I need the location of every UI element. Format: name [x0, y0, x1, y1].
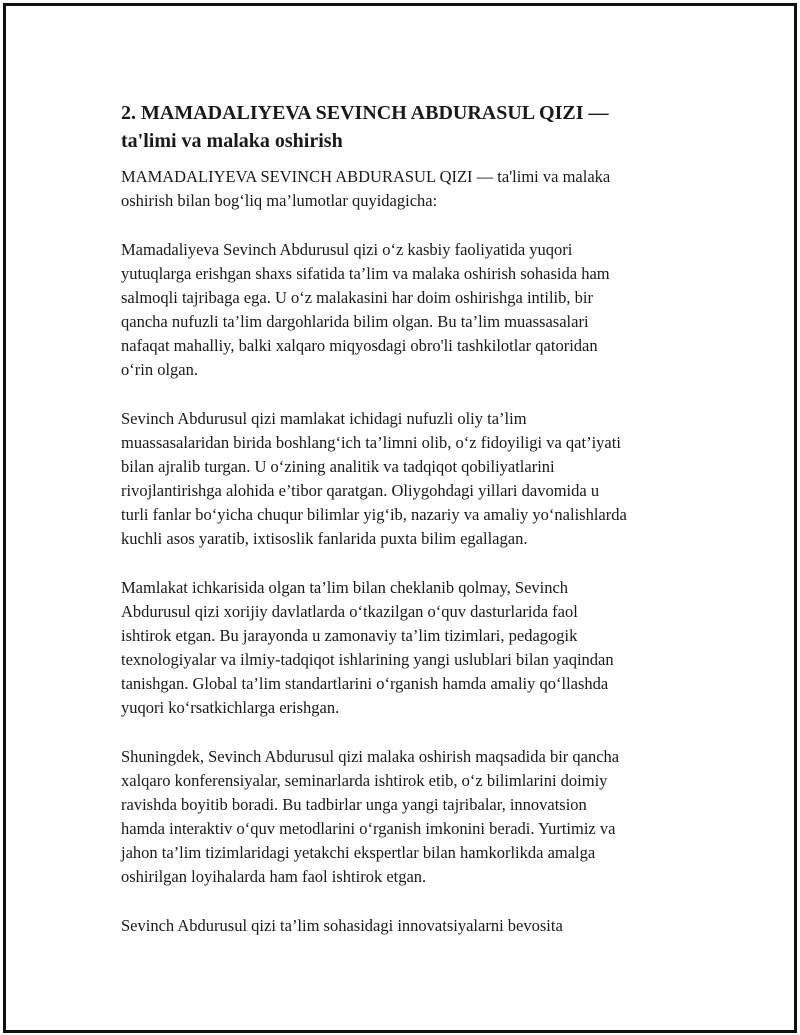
- text-line: texnologiyalar va ilmiy-tadqiqot ishlarining yangi uslublari bilan yaqindan: [121, 650, 614, 669]
- text-line: Shuningdek, Sevinch Abdurusul qizi malaka oshirish maqsadida bir qancha: [121, 747, 620, 766]
- text-line: Sevinch Abdurusul qizi mamlakat ichidagi nufuzli oliy ta’lim: [121, 409, 527, 428]
- text-line: yuqori ko‘rsatkichlarga erishgan.: [121, 698, 340, 717]
- heading-line: 2. MAMADALIYEVA SEVINCH ABDURASUL QIZI —: [121, 102, 609, 124]
- text-line: salmoqli tajribaga ega. U o‘z malakasini har doim oshirishga intilib, bir: [121, 288, 593, 307]
- text-line: bilan ajralib turgan. U o‘zining analitik va tadqiqot qobiliyatlarini: [121, 457, 555, 476]
- text-line: jahon ta’lim tizimlaridagi yetakchi ekspertlar bilan hamkorlikda amalga: [121, 843, 596, 862]
- text-line: oshirilgan loyihalarda ham faol ishtirok etgan.: [121, 867, 427, 886]
- text-line: oshirish bilan bog‘liq ma’lumotlar quyidagicha:: [121, 191, 438, 210]
- page-frame: [3, 3, 797, 1033]
- text-line: Mamlakat ichkarisida olgan ta’lim bilan cheklanib qolmay, Sevinch: [121, 578, 569, 597]
- text-line: yutuqlarga erishgan shaxs sifatida ta’lim va malaka oshirish sohasida ham: [121, 264, 610, 283]
- document-content: [121, 99, 701, 963]
- text-line: Sevinch Abdurusul qizi ta’lim sohasidagi innovatsiyalarni bevosita: [121, 916, 563, 935]
- text-line: Abdurusul qizi xorijiy davlatlarda o‘tkazilgan o‘quv dasturlarida faol: [121, 602, 578, 621]
- paragraph: [121, 914, 701, 938]
- text-line: qancha nufuzli ta’lim dargohlarida bilim olgan. Bu ta’lim muassasalari: [121, 312, 589, 331]
- text-line: ishtirok etgan. Bu jarayonda u zamonaviy ta’lim tizimlari, pedagogik: [121, 626, 578, 645]
- heading-line: ta'limi va malaka oshirish: [121, 130, 343, 152]
- text-line: nafaqat mahalliy, balki xalqaro miqyosdagi obro'li tashkilotlar qatoridan: [121, 336, 598, 355]
- text-line: kuchli asos yaratib, ixtisoslik fanlarida puxta bilim egallagan.: [121, 529, 528, 548]
- text-line: xalqaro konferensiyalar, seminarlarda ishtirok etib, o‘z bilimlarini doimiy: [121, 771, 608, 790]
- intro-paragraph: [121, 165, 701, 213]
- text-line: rivojlantirishga alohida e’tibor qaratgan. Oliygohdagi yillari davomida u: [121, 481, 600, 500]
- text-line: hamda interaktiv o‘quv metodlarini o‘rganish imkonini beradi. Yurtimiz va: [121, 819, 616, 838]
- paragraph: [121, 576, 701, 720]
- text-line: turli fanlar bo‘yicha chuqur bilimlar yig‘ib, nazariy va amaliy yo‘nalishlarda: [121, 505, 627, 524]
- text-line: ravishda boyitib boradi. Bu tadbirlar unga yangi tajribalar, innovatsion: [121, 795, 587, 814]
- text-line: tanishgan. Global ta’lim standartlarini o‘rganish hamda amaliy qo‘llashda: [121, 674, 609, 693]
- section-heading: [121, 99, 701, 155]
- text-line: Mamadaliyeva Sevinch Abdurusul qizi o‘z kasbiy faoliyatida yuqori: [121, 240, 573, 259]
- text-line: MAMADALIYEVA SEVINCH ABDURASUL QIZI — ta'limi va malaka: [121, 167, 611, 186]
- text-line: muassasalaridan birida boshlang‘ich ta’limni olib, o‘z fidoyiligi va qat’iyati: [121, 433, 621, 452]
- paragraph: [121, 745, 701, 889]
- text-line: o‘rin olgan.: [121, 360, 198, 379]
- paragraph: [121, 238, 701, 382]
- paragraph: [121, 407, 701, 551]
